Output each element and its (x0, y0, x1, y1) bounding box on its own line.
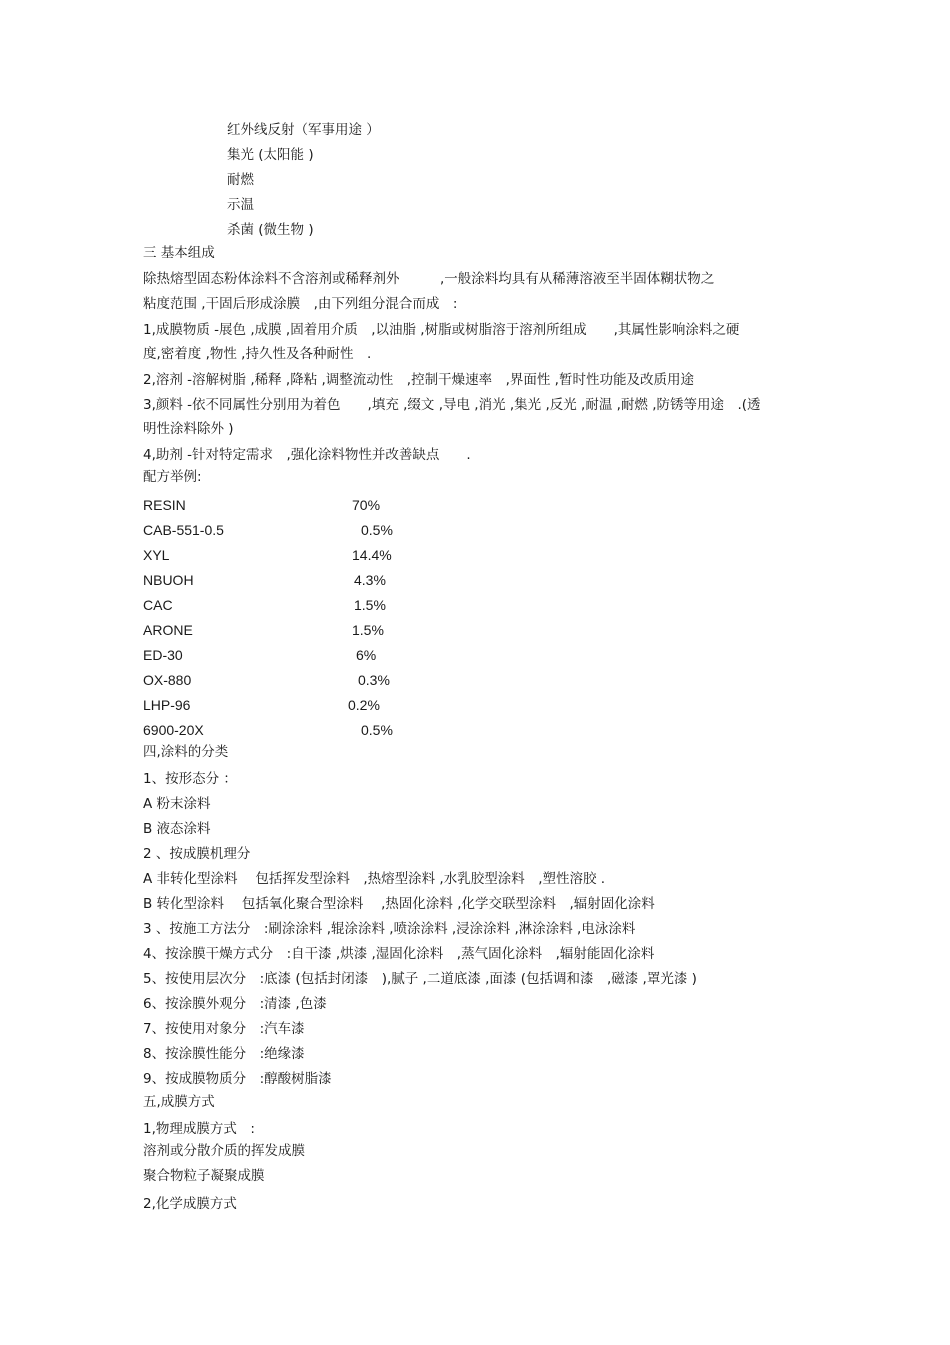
classification-line: A 非转化型涂料 包括挥发型涂料 ,热熔型涂料 ,水乳胶型涂料 ,塑性溶胶 . (143, 871, 606, 887)
film-line: 聚合物粒子凝聚成膜 (143, 1168, 265, 1184)
classification-line: 3 、按施工方法分 :刷涂涂料 ,辊涂涂料 ,喷涂涂料 ,浸涂涂料 ,淋涂涂料 ,电泳涂料 (143, 921, 636, 937)
formula-name: OX-880 (143, 672, 192, 688)
use-item: 集光 (太阳能 ) (227, 147, 314, 163)
classification-line: 4、按涂膜干燥方式分 :自干漆 ,烘漆 ,湿固化涂料 ,蒸气固化涂料 ,辐射能固化涂料 (143, 946, 655, 962)
classification-line: 7、按使用对象分 :汽车漆 (143, 1021, 305, 1037)
paragraph-line: 粘度范围 ,干固后形成涂膜 ,由下列组分混合而成 : (143, 296, 458, 312)
classification-line: 8、按涂膜性能分 :绝缘漆 (143, 1046, 305, 1062)
formula-title: 配方举例: (143, 469, 202, 485)
film-line: 1,物理成膜方式 : (143, 1121, 255, 1137)
formula-percent: 0.2% (348, 697, 380, 713)
paragraph-line: 2,溶剂 -溶解树脂 ,稀释 ,降粘 ,调整流动性 ,控制干燥速率 ,界面性 ,暂时性功能及改质用途 (143, 372, 694, 388)
formula-name: XYL (143, 547, 170, 563)
classification-line: 9、按成膜物质分 :醇酸树脂漆 (143, 1071, 332, 1087)
classification-line: 1、按形态分 ： (143, 771, 237, 787)
formula-percent: 14.4% (352, 547, 392, 563)
paragraph-line: 4,助剂 -针对特定需求 ,强化涂料物性并改善缺点 . (143, 447, 471, 463)
classification-line: B 转化型涂料 包括氧化聚合型涂料 ,热固化涂料 ,化学交联型涂料 ,辐射固化涂料 (143, 896, 655, 912)
paragraph-line: 度,密着度 ,物性 ,持久性及各种耐性 . (143, 346, 372, 362)
use-item: 示温 (227, 197, 254, 213)
formula-name: NBUOH (143, 572, 194, 588)
formula-name: ED-30 (143, 647, 183, 663)
formula-percent: 1.5% (352, 622, 384, 638)
formula-percent: 0.3% (358, 672, 390, 688)
formula-percent: 6% (356, 647, 377, 663)
classification-line: 6、按涂膜外观分 :清漆 ,色漆 (143, 996, 327, 1012)
classification-line: A 粉末涂料 (143, 796, 211, 812)
classification-line: 2 、按成膜机理分 (143, 846, 251, 862)
formula-name: 6900-20X (143, 722, 204, 738)
paragraph-line: 明性涂料除外 ) (143, 421, 234, 437)
section-heading: 三 基本组成 (143, 245, 215, 261)
formula-percent: 70% (352, 497, 381, 513)
formula-percent: 1.5% (354, 597, 386, 613)
use-item: 红外线反射（军事用途 ） (227, 122, 380, 138)
film-line: 2,化学成膜方式 (143, 1196, 237, 1212)
paragraph-line: 除热熔型固态粉体涂料不含溶剂或稀释剂外 ,一般涂料均具有从稀薄溶液至半固体糊状物之 (143, 271, 715, 287)
film-line: 溶剂或分散介质的挥发成膜 (143, 1143, 305, 1159)
classification-line: B 液态涂料 (143, 821, 211, 837)
formula-percent: 0.5% (361, 522, 393, 538)
paragraph-line: 1,成膜物质 -展色 ,成膜 ,固着用介质 ,以油脂 ,树脂或树脂溶于溶剂所组成 ,其属性影响涂料之硬 (143, 322, 740, 338)
classification-line: 5、按使用层次分 :底漆 (包括封闭漆 ),腻子 ,二道底漆 ,面漆 (包括调和漆 ,磁漆 ,罩光漆 ) (143, 971, 697, 987)
use-item: 耐燃 (227, 172, 254, 188)
formula-name: RESIN (143, 497, 186, 513)
paragraph-line: 3,颜料 -依不同属性分别用为着色 ,填充 ,缀文 ,导电 ,消光 ,集光 ,反光 ,耐温 ,耐燃 ,防锈等用途 .(透 (143, 397, 761, 413)
formula-name: LHP-96 (143, 697, 191, 713)
formula-percent: 4.3% (354, 572, 386, 588)
formula-name: ARONE (143, 622, 193, 638)
formula-name: CAB-551-0.5 (143, 522, 224, 538)
use-item: 杀菌 (微生物 ) (227, 222, 314, 238)
formula-name: CAC (143, 597, 173, 613)
section-heading: 四,涂料的分类 (143, 744, 229, 760)
formula-percent: 0.5% (361, 722, 393, 738)
section-heading: 五,成膜方式 (143, 1094, 215, 1110)
